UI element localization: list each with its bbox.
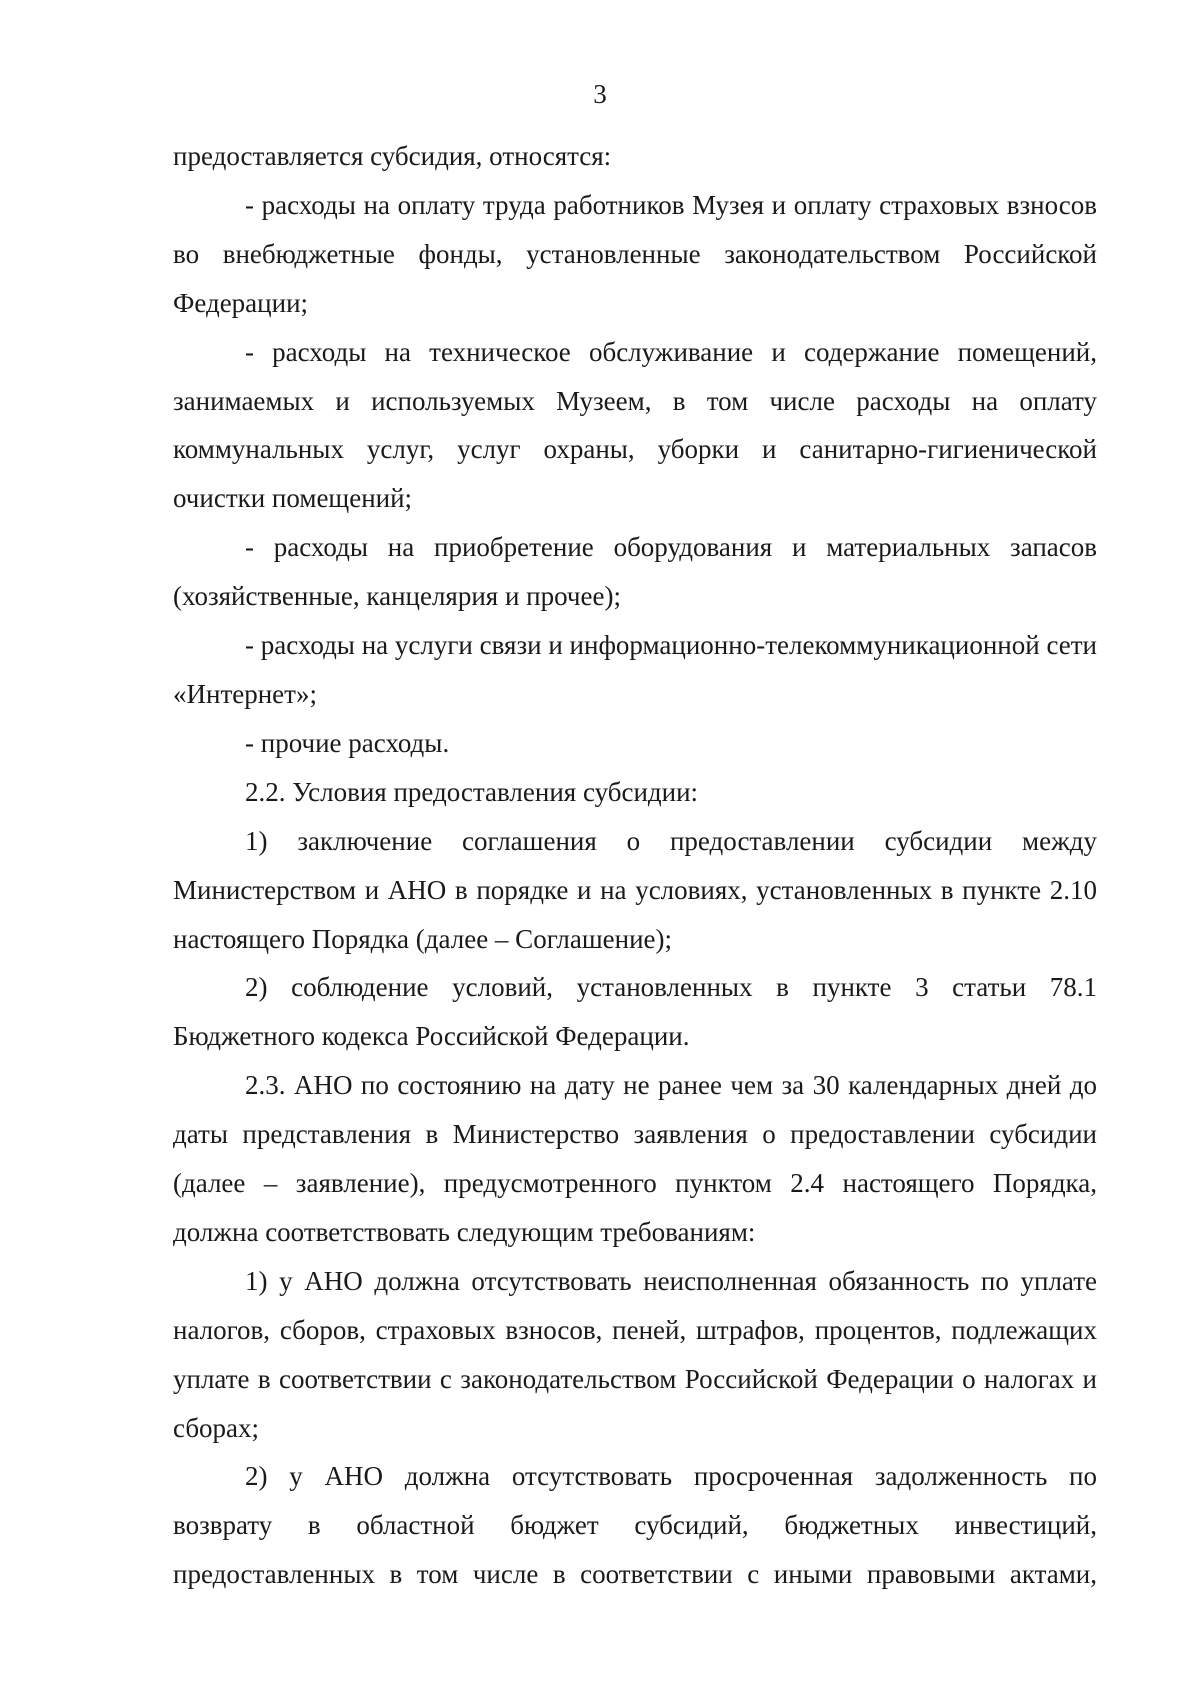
document-body [173, 132, 1097, 1599]
paragraph-intro: предоставляется субсидия, относятся: [173, 141, 612, 171]
paragraph-section-2-3: 2.3. АНО по состоянию на дату не ранее чем за 30 календарных дней до даты представления в Министерство заявления о предоставлении субсидии (далее – заявление), предусмотренного пунктом 2.4 настоящего Порядка, должна соответствовать следующим требованиям: [173, 1070, 1097, 1247]
paragraph-condition-1: 1) заключение соглашения о предоставлении субсидии между Министерством и АНО в порядке и на условиях, установленных в пункте 2.10 настоящего Порядка (далее – Соглашение); [173, 825, 1097, 954]
paragraph-expense-maintenance: - расходы на техническое обслуживание и содержание помещений, занимаемых и используемых Музеем, в том числе расходы на оплату коммунальных услуг, услуг охраны, уборки и санитарно-гигиенической очистки помещений; [173, 336, 1097, 514]
paragraph-requirement-1: 1) у АНО должна отсутствовать неисполненная обязанность по уплате налогов, сборов, страховых взносов, пеней, штрафов, процентов, подлежащих уплате в соответствии с законодательством Российской Федерации о налогах и сборах; [173, 1265, 1097, 1443]
paragraph-expense-communications: - расходы на услуги связи и информационно-телекоммуникационной сети «Интернет»; [173, 630, 1097, 709]
paragraph-expense-other: - прочие расходы. [245, 727, 450, 758]
paragraph-section-2-2: 2.2. Условия предоставления субсидии: [245, 776, 699, 807]
page-number: 3 [593, 79, 607, 109]
paragraph-requirement-2: 2) у АНО должна отсутствовать просроченная задолженность по возврату в областной бюджет субсидий, бюджетных инвестиций, предоставленных в том числе в соответствии с иными правовыми актами, [173, 1461, 1097, 1590]
paragraph-expense-equipment: - расходы на приобретение оборудования и материальных запасов (хозяйственные, канцелярия и прочее); [173, 532, 1097, 612]
paragraph-expense-labor: - расходы на оплату труда работников Музея и оплату страховых взносов во внебюджетные фонды, установленные законодательством Российской Федерации; [173, 189, 1097, 318]
paragraph-condition-2: 2) соблюдение условий, установленных в пункте 3 статьи 78.1 Бюджетного кодекса Российской Федерации. [173, 972, 1097, 1052]
